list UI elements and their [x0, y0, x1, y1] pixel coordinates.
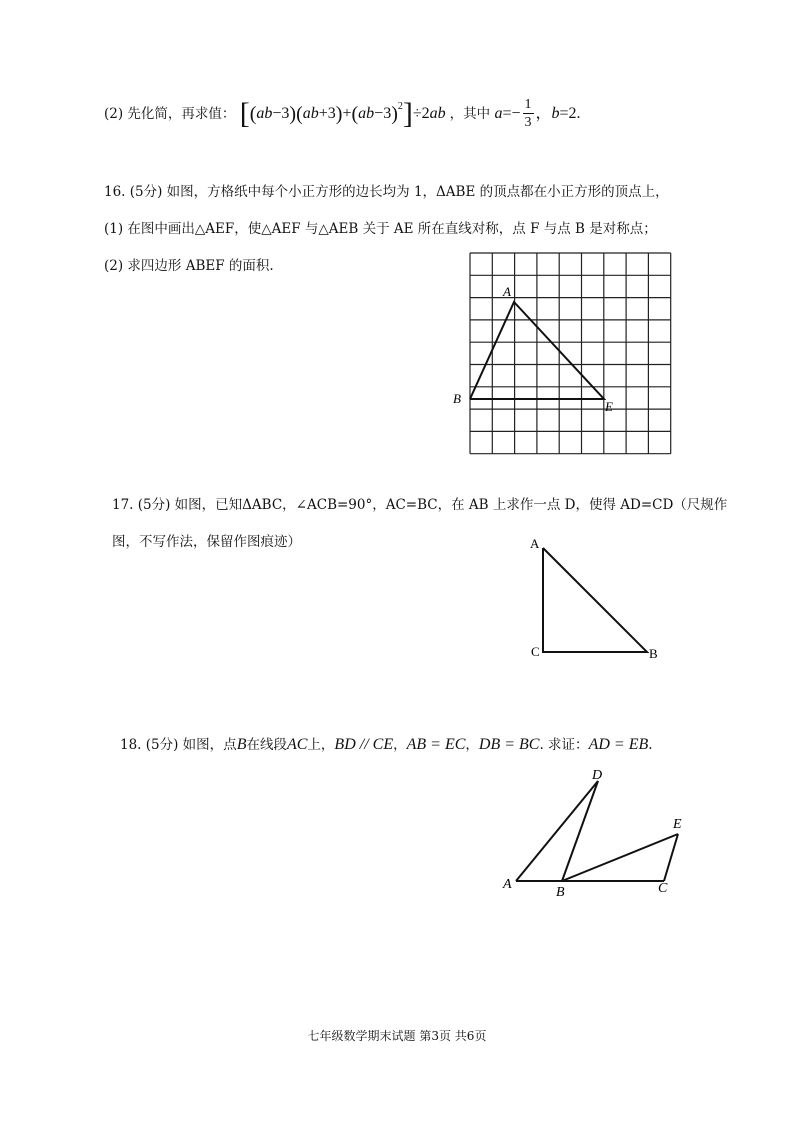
q18-label-b: B [556, 885, 565, 900]
q16-part1: (1) 在图中画出△AEF，使△AEF 与△AEB 关于 AE 所在直线对称，点 F 与点 B 是对称点； [104, 221, 657, 237]
q16-label-a: A [503, 284, 511, 299]
q18-segment-ce [664, 834, 678, 881]
q17-label-c: C [531, 644, 540, 659]
q15-where: ，其中 [449, 106, 491, 122]
q16-label-e: E [605, 399, 613, 414]
q18-segment-bd [562, 781, 598, 881]
q18-label-a: A [503, 877, 512, 892]
q17-label-a: A [530, 536, 540, 551]
q15-part2-prefix: (2) 先化简，再求值： [104, 106, 236, 122]
q16-part2: (2) 求四边形 ABEF 的面积. [104, 258, 274, 274]
q18-label-d: D [592, 768, 603, 783]
q17-line1: 17. (5分) 如图，已知ΔABC，∠ACB=90°，AC=BC，在 AB 上求作一点 D，使得 AD=CD（尺规作 [112, 497, 728, 513]
q16-stem: 16. (5分) 如图，方格纸中每个小正方形的边长均为 1，ΔABE 的顶点都在小正方形的顶点上， [104, 184, 669, 200]
q18-label-e: E [673, 817, 682, 832]
q16-label-b: B [453, 391, 461, 406]
page-footer: 七年级数学期末试题 第3页 共6页 [307, 1029, 487, 1043]
q18-stem: 18. (5分) 如图，点B在线段AC上，BD // CE，AB = EC，DB = BC. 求证：AD = EB. [120, 736, 653, 753]
q15-values: a=− $\frac{1}{3}$ ，b=2. [494, 97, 581, 131]
q17-line2: 图，不写作法，保留作图痕迹） [112, 534, 301, 550]
q18-segment-ad [516, 781, 598, 881]
q17-label-b: B [649, 646, 658, 661]
q15-expression: $[(ab-3)(ab+3)+(ab-3)^2]\div 2ab$ [239, 97, 446, 130]
q18-segment-be [562, 834, 678, 881]
q18-label-c: C [658, 881, 668, 896]
